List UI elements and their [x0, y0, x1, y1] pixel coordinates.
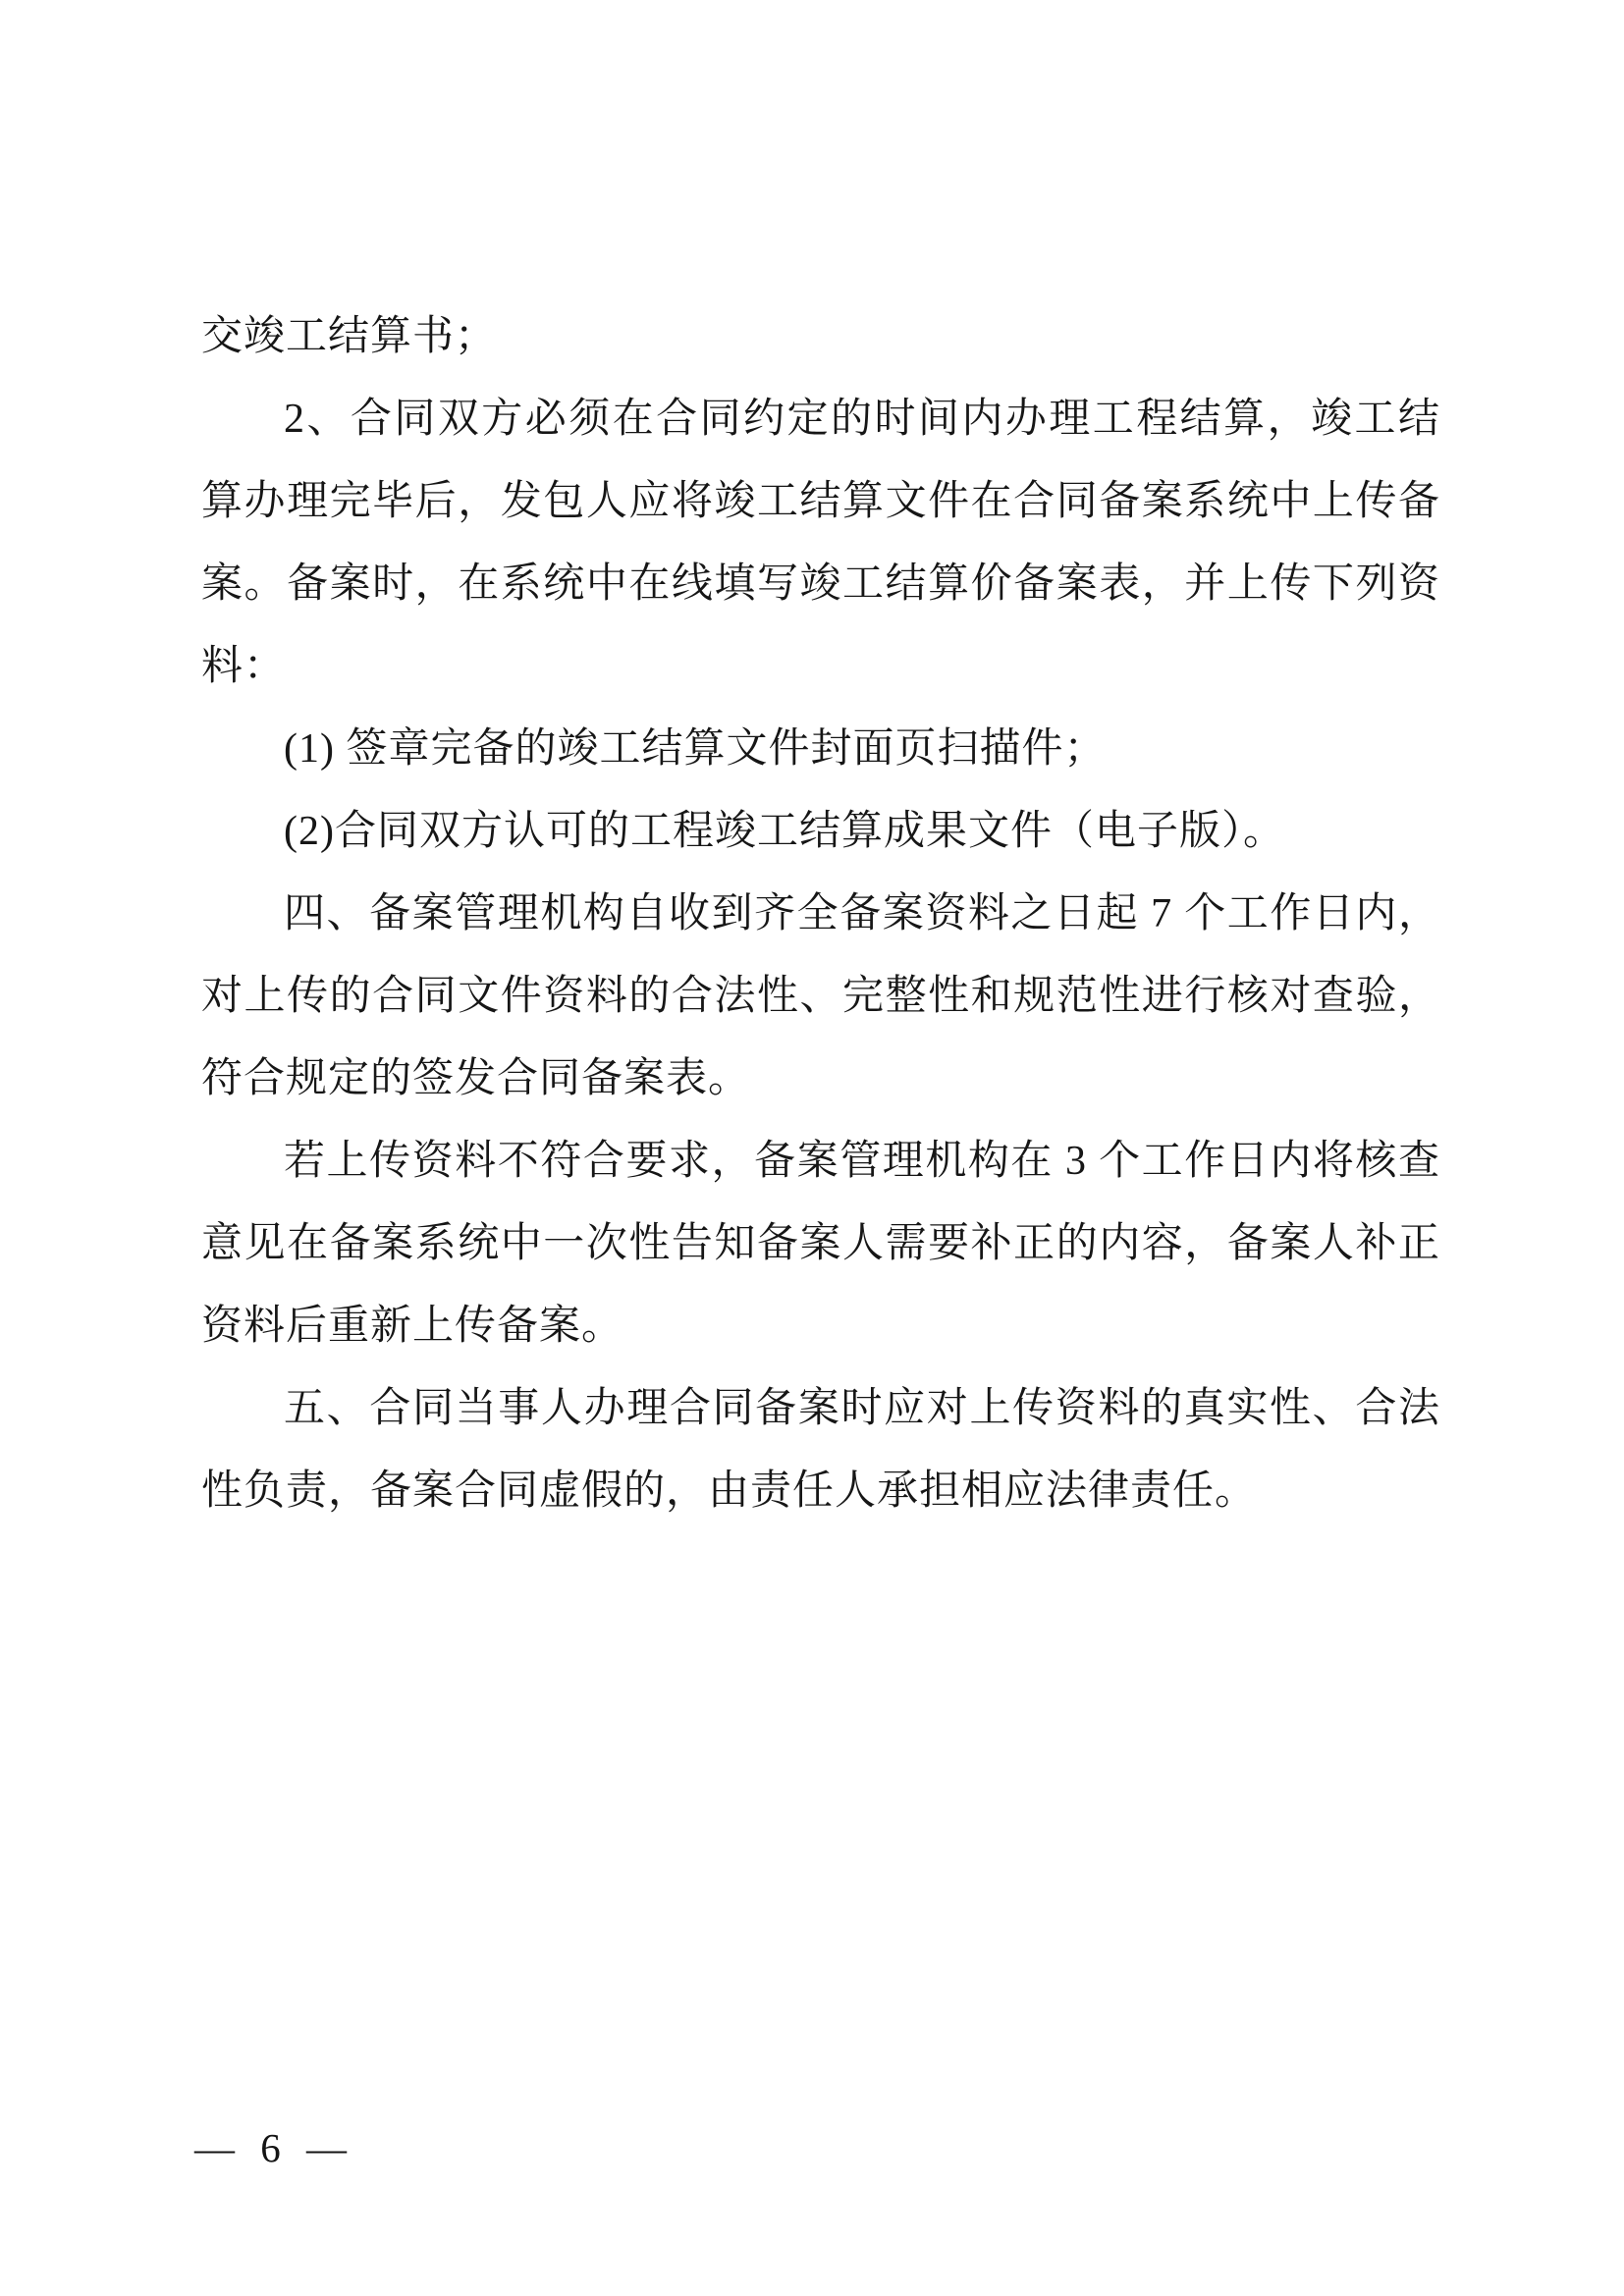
document-body-text	[201, 295, 1440, 1532]
text-line: 算办理完毕后，发包人应将竣工结算文件在合同备案系统中上传备	[201, 479, 1440, 524]
text-line: 性负责，备案合同虚假的，由责任人承担相应法律责任。	[201, 1468, 1258, 1514]
text-line: 料：	[201, 644, 287, 689]
text-line: 资料后重新上传备案。	[201, 1304, 624, 1349]
text-line: 意见在备案系统中一次性告知备案人需要补正的内容，备案人补正	[201, 1221, 1440, 1266]
text-line: (2)合同双方认可的工程竣工结算成果文件（电子版）。	[284, 809, 1285, 854]
text-line: 若上传资料不符合要求，备案管理机构在 3 个工作日内将核查	[284, 1139, 1440, 1184]
text-line: 符合规定的签发合同备案表。	[201, 1056, 751, 1101]
text-line: 案。备案时，在系统中在线填写竣工结算价备案表，并上传下列资	[201, 561, 1440, 607]
text-line: (1) 签章完备的竣工结算文件封面页扫描件；	[284, 726, 1107, 772]
text-line: 四、备案管理机构自收到齐全备案资料之日起 7 个工作日内，	[284, 891, 1440, 936]
text-line: 2、合同双方必须在合同约定的时间内办理工程结算，竣工结	[284, 397, 1440, 442]
text-line: 五、合同当事人办理合同备案时应对上传资料的真实性、合法	[284, 1386, 1440, 1431]
page-number: — 6 —	[194, 2125, 354, 2170]
text-line: 交竣工结算书；	[201, 314, 498, 359]
text-line: 对上传的合同文件资料的合法性、完整性和规范性进行核对查验，	[201, 974, 1440, 1019]
